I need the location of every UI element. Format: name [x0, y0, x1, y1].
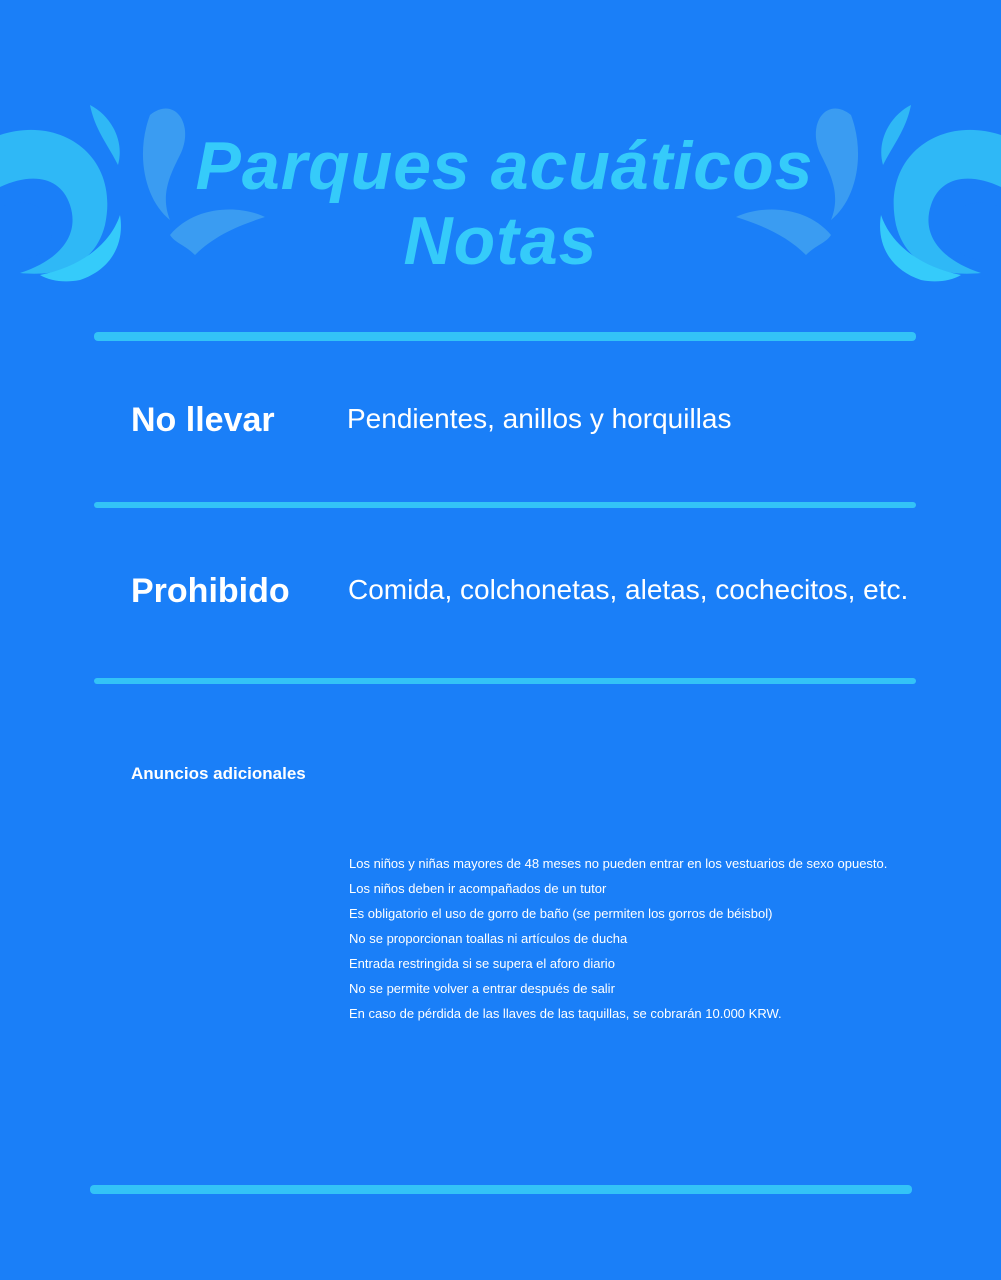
list-item: No se permite volver a entrar después de salir: [349, 981, 615, 996]
page-title: Parques acuáticos: [195, 128, 814, 204]
divider: [90, 1185, 912, 1194]
row-value-prohibido: Comida, colchonetas, aletas, cochecitos, etc.: [348, 574, 909, 605]
list-item: En caso de pérdida de las llaves de las taquillas, se cobrarán 10.000 KRW.: [349, 1006, 782, 1021]
page-subtitle: Notas: [403, 203, 598, 279]
divider: [94, 678, 916, 684]
additional-heading: Anuncios adicionales: [131, 764, 306, 783]
list-item: Los niños deben ir acompañados de un tutor: [349, 881, 607, 896]
list-item: Entrada restringida si se supera el aforo diario: [349, 956, 615, 971]
list-item: No se proporcionan toallas ni artículos de ducha: [349, 931, 628, 946]
row-label-prohibido: Prohibido: [131, 572, 290, 610]
list-item: Los niños y niñas mayores de 48 meses no pueden entrar en los vestuarios de sexo opuesto.: [349, 856, 888, 871]
list-item: Es obligatorio el uso de gorro de baño (se permiten los gorros de béisbol): [349, 906, 773, 921]
divider: [94, 332, 916, 341]
row-value-no-llevar: Pendientes, anillos y horquillas: [347, 403, 732, 434]
row-label-no-llevar: No llevar: [131, 401, 275, 439]
notes-list: [349, 851, 887, 1026]
divider: [94, 502, 916, 508]
